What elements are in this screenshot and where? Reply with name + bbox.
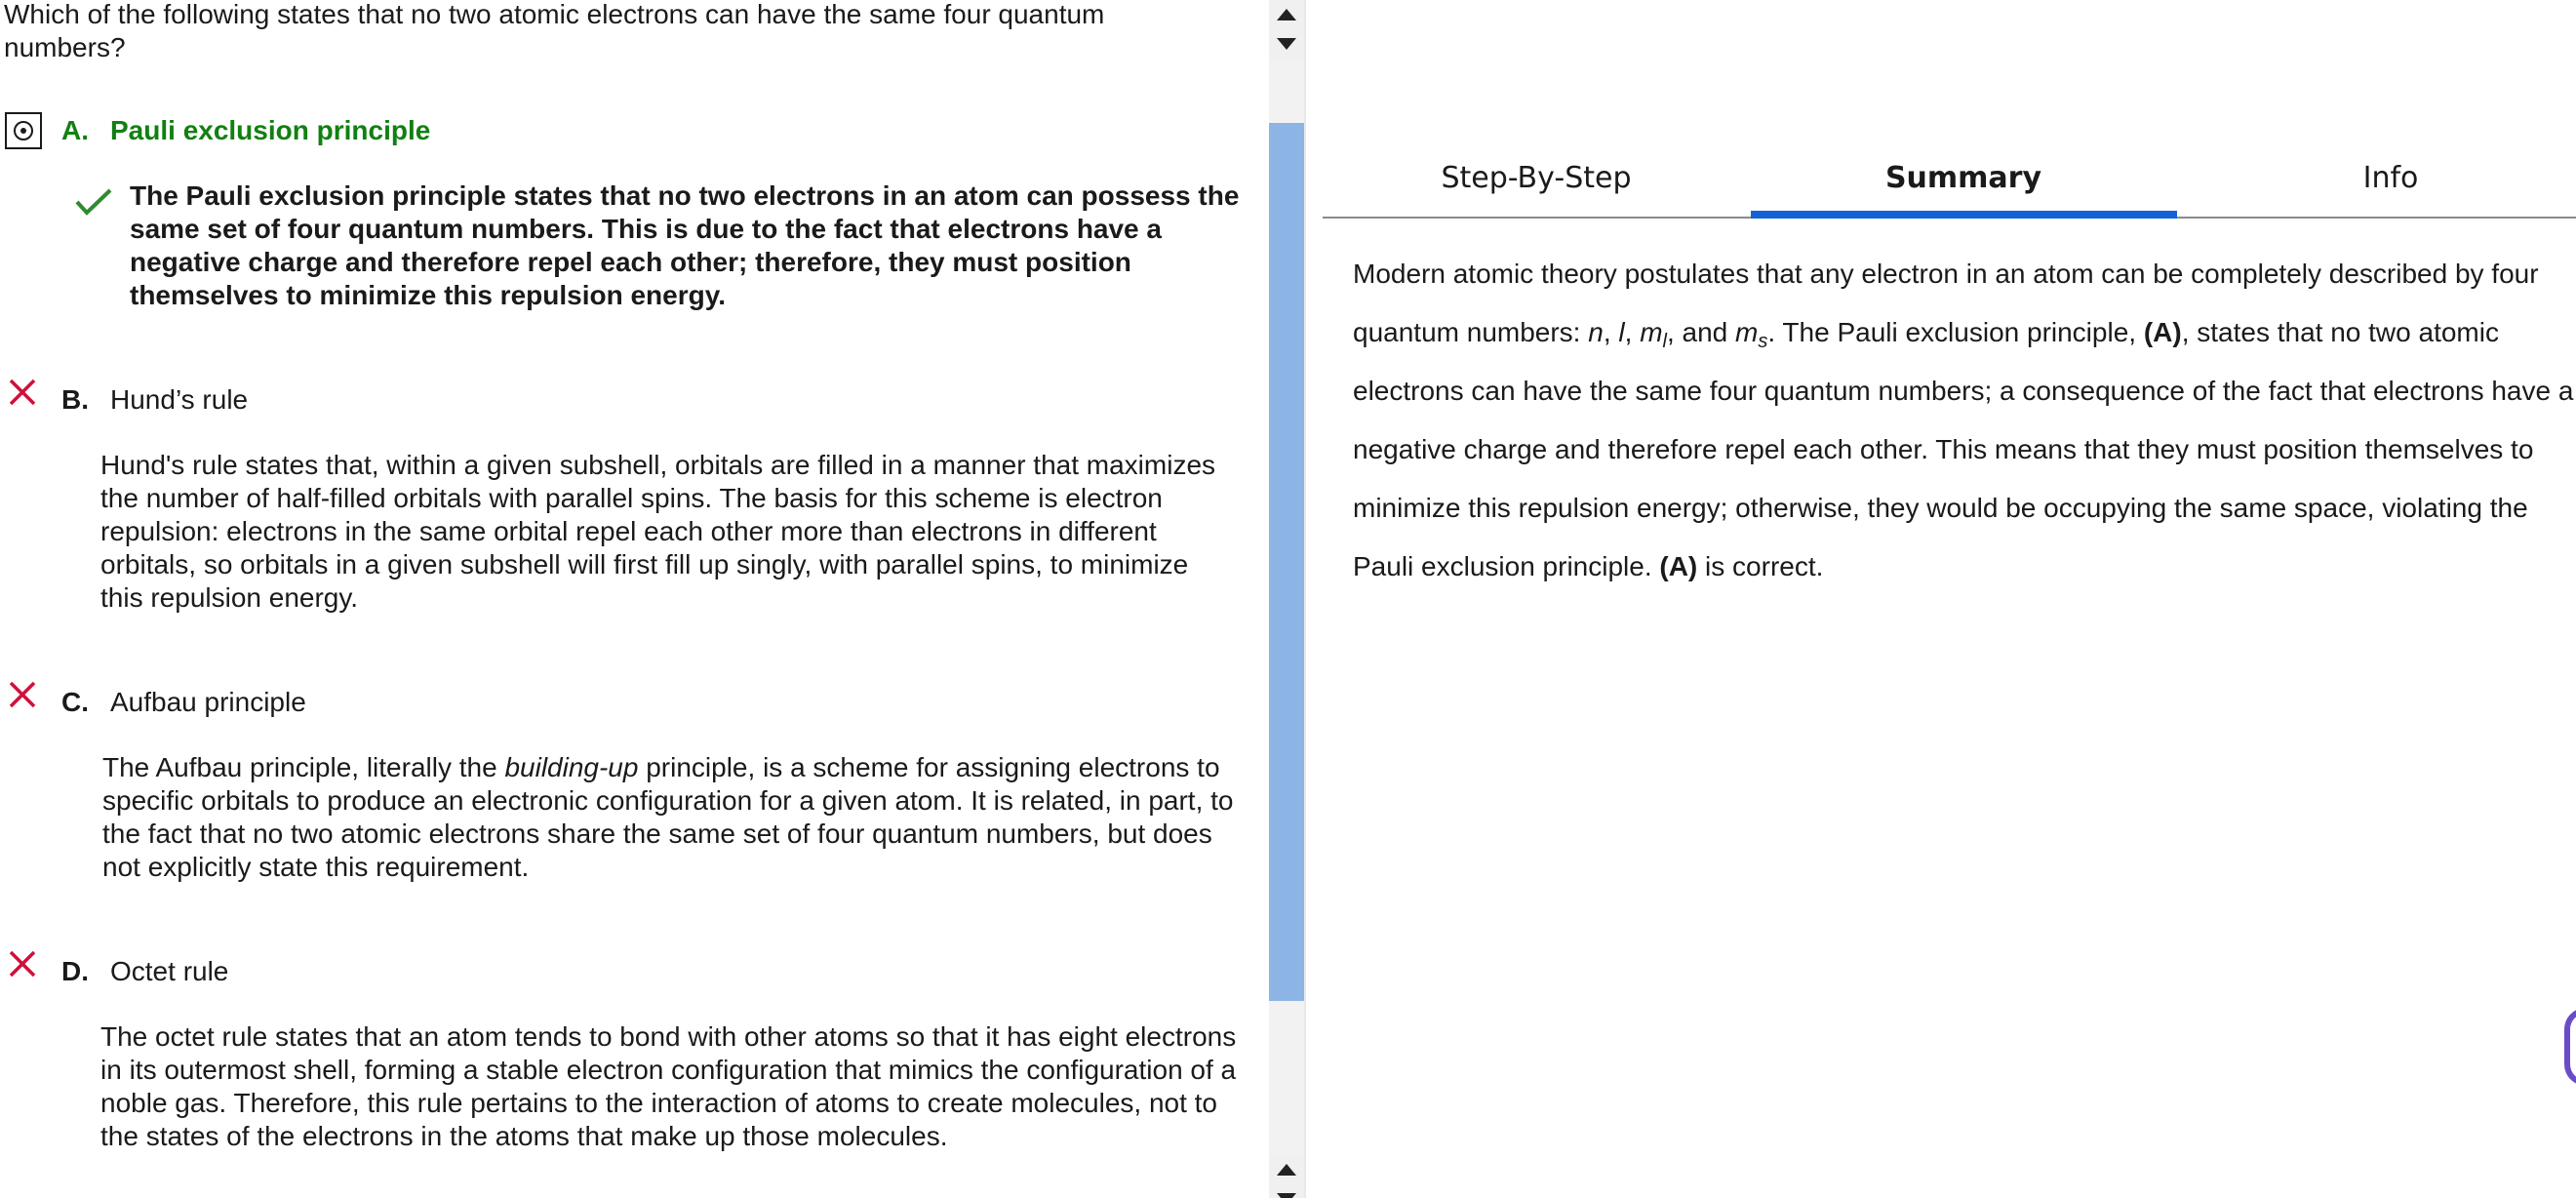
choice-d-header[interactable] — [61, 955, 228, 988]
summary-part: , states that no two atomic electrons can have the same four quantum numbers; a consequence of the fact that electrons have a negative charge and therefore repel each other. This means that they must position themselves to minimize this repulsion energy; otherwise, they would be occupying the same space, violating the Pauli exclusion principle. — [1353, 317, 2574, 581]
arrow-up-icon[interactable] — [1269, 1155, 1304, 1184]
choice-a-letter: A. — [61, 115, 89, 145]
x-mark-icon — [8, 680, 37, 709]
quantum-number-ml: m — [1640, 317, 1663, 347]
choice-b-letter: B. — [61, 384, 89, 415]
explanation-tabs — [1323, 137, 2576, 219]
pane-divider[interactable] — [1304, 0, 1306, 1198]
answer-reference: (A) — [2143, 317, 2182, 347]
choice-c-header[interactable] — [61, 686, 306, 719]
choice-b-header[interactable] — [61, 383, 248, 417]
tab-info[interactable]: Info — [2362, 160, 2419, 195]
summary-text — [1353, 245, 2576, 596]
x-mark-icon — [8, 949, 37, 978]
active-tab-indicator — [1751, 211, 2177, 219]
question-text: Which of the following states that no two atomic electrons can have the same four quantum numbers? — [4, 0, 1105, 62]
choice-d-explanation: The octet rule states that an atom tends to bond with other atoms so that it has eight electrons in its outermost shell, forming a stable electron configuration that mimics the configuration of a noble gas. Therefore, this rule pertains to the interaction of atoms to create molecules, not to the states of the electrons in the atoms that make up those molecules. — [100, 1021, 1237, 1151]
arrow-down-icon[interactable] — [1269, 1184, 1304, 1198]
summary-part: . The Pauli exclusion principle, — [1767, 317, 2144, 347]
choice-c-label: Aufbau principle — [110, 687, 306, 717]
choice-c-explanation-before: The Aufbau principle, literally the — [102, 752, 505, 782]
arrow-down-icon[interactable] — [1269, 29, 1304, 59]
choice-a-explanation: The Pauli exclusion principle states that no two electrons in an atom can possess the same set of four quantum numbers. This is due to the fact that electrons have a negative charge and therefore repel each other; therefore, they must position themselves to minimize this repulsion energy. — [130, 180, 1240, 310]
answer-reference: (A) — [1659, 551, 1698, 581]
tab-step-by-step[interactable]: Step-By-Step — [1441, 160, 1632, 195]
quantum-number-ml-subscript: l — [1662, 331, 1667, 352]
quantum-number-ms-subscript: s — [1758, 331, 1768, 352]
radio-selected-icon[interactable] — [5, 112, 42, 149]
choice-d-letter: D. — [61, 956, 89, 986]
x-mark-icon — [8, 378, 37, 407]
choice-a-label: Pauli exclusion principle — [110, 115, 431, 145]
choice-c-letter: C. — [61, 687, 89, 717]
choice-c-explanation — [102, 751, 1248, 884]
summary-separator: , and — [1666, 317, 1736, 347]
question-pane — [0, 0, 1266, 1198]
quantum-number-l: l — [1618, 317, 1625, 347]
side-widget-tab[interactable] — [2564, 1008, 2576, 1086]
quantum-number-n: n — [1588, 317, 1604, 347]
choice-d-label: Octet rule — [110, 956, 229, 986]
explanation-pane — [1323, 0, 2576, 1198]
choice-b-explanation: Hund's rule states that, within a given subshell, orbitals are filled in a manner that maximizes the number of half-filled orbitals with parallel spins. The basis for this scheme is electron repulsion: electrons in the same orbital repel each other more than electrons in different orbitals, so orbitals in a given subshell will first fill up singly, with parallel spins, to minimize this repulsion energy. — [100, 450, 1216, 613]
summary-part: Modern atomic theory postulates that any electron in an atom can be completely described by four quantum numbers: — [1353, 259, 2539, 347]
choice-b-label: Hund’s rule — [110, 384, 249, 415]
choice-c-explanation-after: principle, is a scheme for assigning electrons to specific orbitals to produce an electronic configuration for a given atom. It is related, in part, to the fact that no two atomic electrons share the same set of four quantum numbers, but does not explicitly state this requirement. — [102, 752, 1234, 882]
choice-c-explanation-italic: building-up — [504, 752, 639, 782]
arrow-up-icon[interactable] — [1269, 0, 1304, 29]
summary-separator: , — [1624, 317, 1641, 347]
summary-separator: , — [1603, 317, 1619, 347]
left-pane-scrollbar[interactable] — [1269, 0, 1304, 1198]
checkmark-icon — [74, 187, 113, 217]
tab-summary[interactable]: Summary — [1884, 160, 2042, 195]
quantum-number-ms: m — [1735, 317, 1759, 347]
summary-part: is correct. — [1697, 551, 1824, 581]
scroll-thumb[interactable] — [1269, 123, 1304, 1001]
choice-a-header[interactable] — [61, 114, 430, 147]
